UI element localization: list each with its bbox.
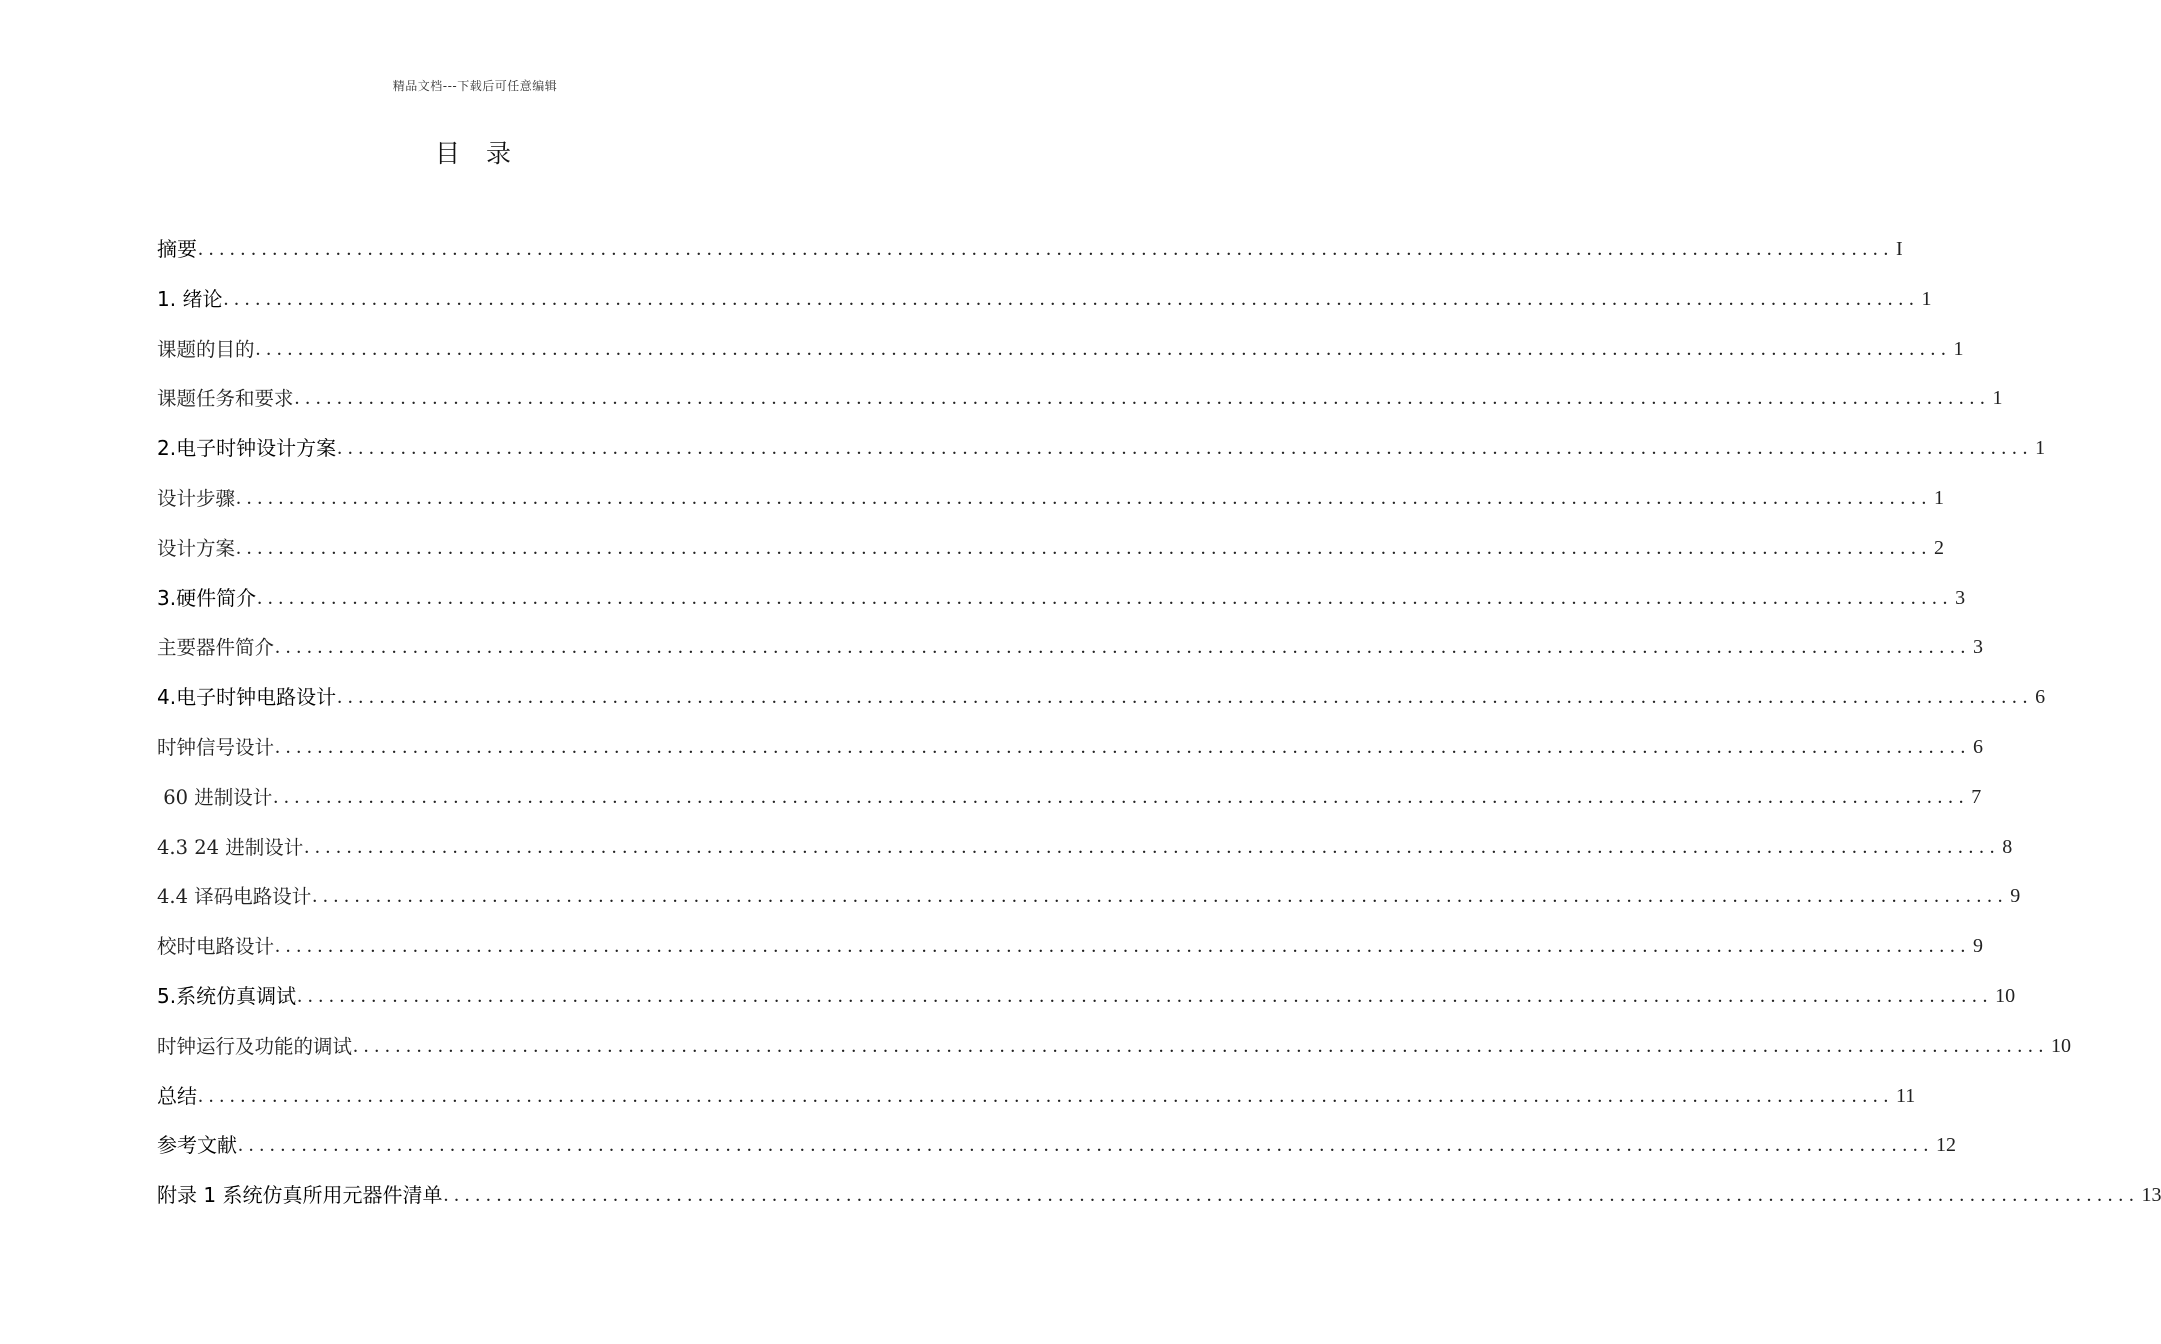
- toc-entry[interactable]: [157, 1072, 1916, 1122]
- toc-entry-title: 3.硬件简介: [157, 585, 257, 610]
- toc-dot-leader: ................................................................................................................................................................: [337, 437, 2034, 460]
- toc-entry-page-number: 2: [1934, 536, 1945, 559]
- toc-entry[interactable]: [157, 673, 2046, 723]
- toc-entry-title: 总结: [157, 1083, 197, 1108]
- toc-entry-page-number: 1: [1953, 337, 1964, 360]
- toc-entry-title: 主要器件简介: [157, 636, 275, 660]
- toc-entry[interactable]: [157, 574, 1966, 624]
- toc-dot-leader: ................................................................................................................................................................: [257, 586, 1954, 609]
- toc-entry[interactable]: [157, 1022, 2072, 1072]
- toc-entry-page-number: 3: [1955, 586, 1966, 609]
- toc-dot-leader: ................................................................................................................................................................: [223, 287, 1920, 310]
- toc-dot-leader: ................................................................................................................................................................: [275, 735, 1972, 758]
- toc-entry-title: 2.电子时钟设计方案: [157, 436, 337, 461]
- toc-entry-page-number: 7: [1971, 785, 1982, 808]
- toc-entry[interactable]: [157, 374, 2003, 424]
- toc-entry-page-number: 10: [2051, 1034, 2072, 1057]
- toc-entry[interactable]: [157, 325, 1964, 375]
- toc-entry[interactable]: [157, 225, 1903, 275]
- toc-entry-title: 4.电子时钟电路设计: [157, 685, 337, 710]
- toc-dot-leader: ................................................................................................................................................................: [304, 835, 2001, 858]
- toc-entry-title: 课题任务和要求: [157, 387, 294, 411]
- toc-entry-page-number: 1: [1992, 387, 2003, 410]
- toc-dot-leader: ................................................................................................................................................................: [238, 1134, 1934, 1157]
- toc-entry-title: 校时电路设计: [157, 935, 275, 959]
- toc-entry-title: 4.4 译码电路设计: [157, 885, 312, 909]
- toc-dot-leader: ................................................................................................................................................................: [275, 935, 1972, 958]
- toc-entry-title: 60 进制设计: [157, 785, 273, 809]
- toc-entry[interactable]: [157, 872, 2021, 922]
- toc-entry-title: 附录 1 系统仿真所用元器件清单: [157, 1183, 443, 1208]
- toc-entry-page-number: 9: [2010, 885, 2021, 908]
- toc-entry[interactable]: [157, 773, 1982, 823]
- toc-entry-page-number: 1: [2035, 437, 2046, 460]
- toc-dot-leader: ................................................................................................................................................................: [275, 636, 1972, 659]
- toc-entry-page-number: 11: [1896, 1084, 1916, 1107]
- toc-entry-title: 时钟信号设计: [157, 735, 275, 759]
- toc-entry-title: 4.3 24 进制设计: [157, 835, 304, 859]
- toc-entry-title: 参考文献: [157, 1133, 237, 1158]
- toc-entry-title: 课题的目的: [157, 337, 255, 361]
- toc-dot-leader: ................................................................................................................................................................: [294, 387, 1991, 410]
- toc-dot-leader: ................................................................................................................................................................: [198, 1084, 1894, 1107]
- toc-entry[interactable]: [157, 972, 2016, 1022]
- toc-entry[interactable]: [157, 623, 1984, 673]
- toc-entry[interactable]: [157, 922, 1984, 972]
- toc-entry[interactable]: [157, 474, 1945, 524]
- table-of-contents: [157, 225, 2161, 1221]
- toc-dot-leader: ................................................................................................................................................................: [353, 1034, 2050, 1057]
- toc-entry-page-number: I: [1896, 238, 1903, 260]
- toc-entry-title: 5.系统仿真调试: [157, 983, 297, 1008]
- toc-entry-page-number: 6: [2035, 686, 2046, 709]
- toc-entry[interactable]: [157, 1121, 1956, 1171]
- toc-entry-page-number: 1: [1921, 287, 1932, 310]
- toc-dot-leader: ................................................................................................................................................................: [255, 337, 1952, 360]
- toc-dot-leader: ................................................................................................................................................................: [297, 984, 1994, 1007]
- toc-entry-page-number: 13: [2141, 1184, 2161, 1207]
- toc-entry-title: 1. 绪论: [157, 286, 223, 311]
- toc-entry[interactable]: [157, 823, 2013, 873]
- toc-entry-page-number: 9: [1973, 935, 1984, 958]
- toc-dot-leader: ................................................................................................................................................................: [443, 1184, 2140, 1207]
- toc-entry-page-number: 3: [1973, 636, 1984, 659]
- toc-entry-title: 摘要: [157, 237, 197, 261]
- toc-entry-title: 设计步骤: [157, 486, 236, 510]
- toc-entry-page-number: 6: [1973, 735, 1984, 758]
- toc-dot-leader: ................................................................................................................................................................: [337, 686, 2034, 709]
- toc-entry[interactable]: [157, 1171, 2161, 1221]
- toc-dot-leader: ................................................................................................................................................................: [236, 486, 1933, 509]
- toc-dot-leader: ................................................................................................................................................................: [236, 536, 1933, 559]
- toc-dot-leader: ................................................................................................................................................................: [273, 785, 1970, 808]
- toc-entry[interactable]: [157, 424, 2046, 474]
- toc-entry-title: 时钟运行及功能的调试: [157, 1034, 353, 1058]
- page-header: 精品文档---下载后可任意编辑: [392, 79, 558, 93]
- toc-entry[interactable]: [157, 723, 1984, 773]
- toc-entry-page-number: 12: [1936, 1134, 1956, 1157]
- toc-dot-leader: ................................................................................................................................................................: [198, 238, 1894, 260]
- page-title: 目录: [434, 139, 537, 168]
- toc-entry-page-number: 8: [2002, 835, 2013, 858]
- toc-entry[interactable]: [157, 275, 1932, 325]
- toc-entry-title: 设计方案: [157, 536, 236, 560]
- toc-entry[interactable]: [157, 524, 1945, 574]
- toc-entry-page-number: 1: [1934, 486, 1945, 509]
- toc-dot-leader: ................................................................................................................................................................: [312, 885, 2009, 908]
- toc-entry-page-number: 10: [1995, 984, 2016, 1007]
